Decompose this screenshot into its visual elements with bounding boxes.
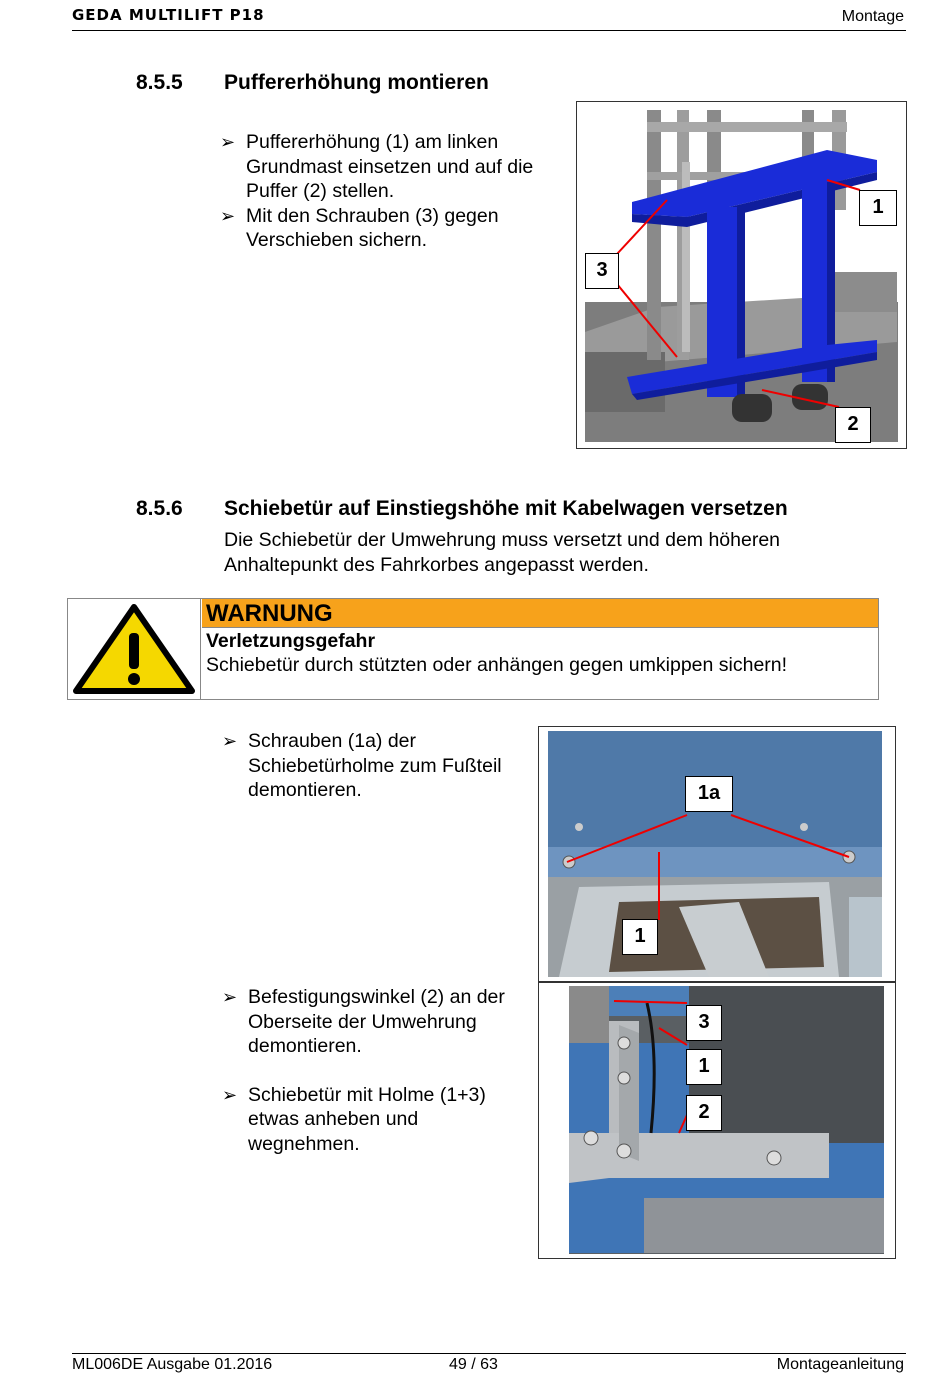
arrow-bullet-icon: ➢ xyxy=(220,205,236,226)
header-logo: GEDA MULTILIFT P18 xyxy=(72,6,265,24)
list-item: ➢ Puffererhöhung (1) am linken Grundmast einsetzen und auf die Puffer (2) stellen. xyxy=(220,131,534,202)
header-rule xyxy=(72,30,906,31)
figure-door-rails xyxy=(538,726,896,982)
arrow-bullet-icon: ➢ xyxy=(222,1084,238,1105)
footer-document-type: Montageanleitung xyxy=(776,1356,904,1373)
callout-label: 1 xyxy=(859,190,897,226)
warning-triangle-icon xyxy=(68,599,201,699)
bullet-list-step2 xyxy=(222,985,532,1156)
list-item: ➢ Mit den Schrauben (3) gegen Verschieben sichern. xyxy=(220,204,499,251)
callout-label: 1a xyxy=(685,776,733,812)
list-item: ➢ Schiebetür mit Holme (1+3) etwas anheben und wegnehmen. xyxy=(222,1083,486,1155)
section-title-856: Schiebetür auf Einstiegshöhe mit Kabelwagen versetzen xyxy=(224,497,788,520)
footer-document-id: ML006DE Ausgabe 01.2016 xyxy=(72,1356,273,1373)
arrow-bullet-icon: ➢ xyxy=(220,132,236,152)
section-intro-856: Die Schiebetür der Umwehrung muss versetzt und dem höheren Anhaltepunkt des Fahrkorbes angepasst werden. xyxy=(224,529,781,576)
warning-text: Schiebetür durch stützten oder anhängen gegen umkippen sichern! xyxy=(206,654,788,676)
warning-icon-cell xyxy=(68,599,201,699)
warning-box xyxy=(67,598,879,700)
door-rails-photo-illustration xyxy=(539,727,895,981)
callout-label: 2 xyxy=(835,407,871,443)
callout-label: 2 xyxy=(686,1095,722,1131)
section-number-856: 8.5.6 xyxy=(136,497,183,520)
arrow-bullet-icon: ➢ xyxy=(222,731,238,751)
callout-label: 3 xyxy=(686,1005,722,1041)
footer-page-number: 49 / 63 xyxy=(449,1356,498,1373)
section-number-855: 8.5.5 xyxy=(136,71,183,94)
bullet-list-step1 xyxy=(222,729,532,803)
header-section: Montage xyxy=(841,8,904,25)
warning-subheading: Verletzungsgefahr xyxy=(206,630,376,652)
list-item: ➢ Befestigungswinkel (2) an der Oberseite der Umwehrung demontieren. xyxy=(222,986,505,1057)
section-title-855: Puffererhöhung montieren xyxy=(224,71,489,94)
figure-buffer-riser xyxy=(576,101,907,449)
warning-heading: WARNUNG xyxy=(202,599,878,628)
bullet-list-855 xyxy=(220,130,570,253)
footer-rule xyxy=(72,1353,906,1354)
callout-label: 3 xyxy=(585,253,619,289)
buffer-riser-illustration xyxy=(577,102,906,448)
callout-label: 1 xyxy=(686,1049,722,1085)
arrow-bullet-icon: ➢ xyxy=(222,987,238,1007)
figure-mounting-bracket xyxy=(538,982,896,1259)
list-item: ➢ Schrauben (1a) der Schiebetürholme zum Fußteil demontieren. xyxy=(222,730,502,801)
callout-label: 1 xyxy=(622,919,658,955)
